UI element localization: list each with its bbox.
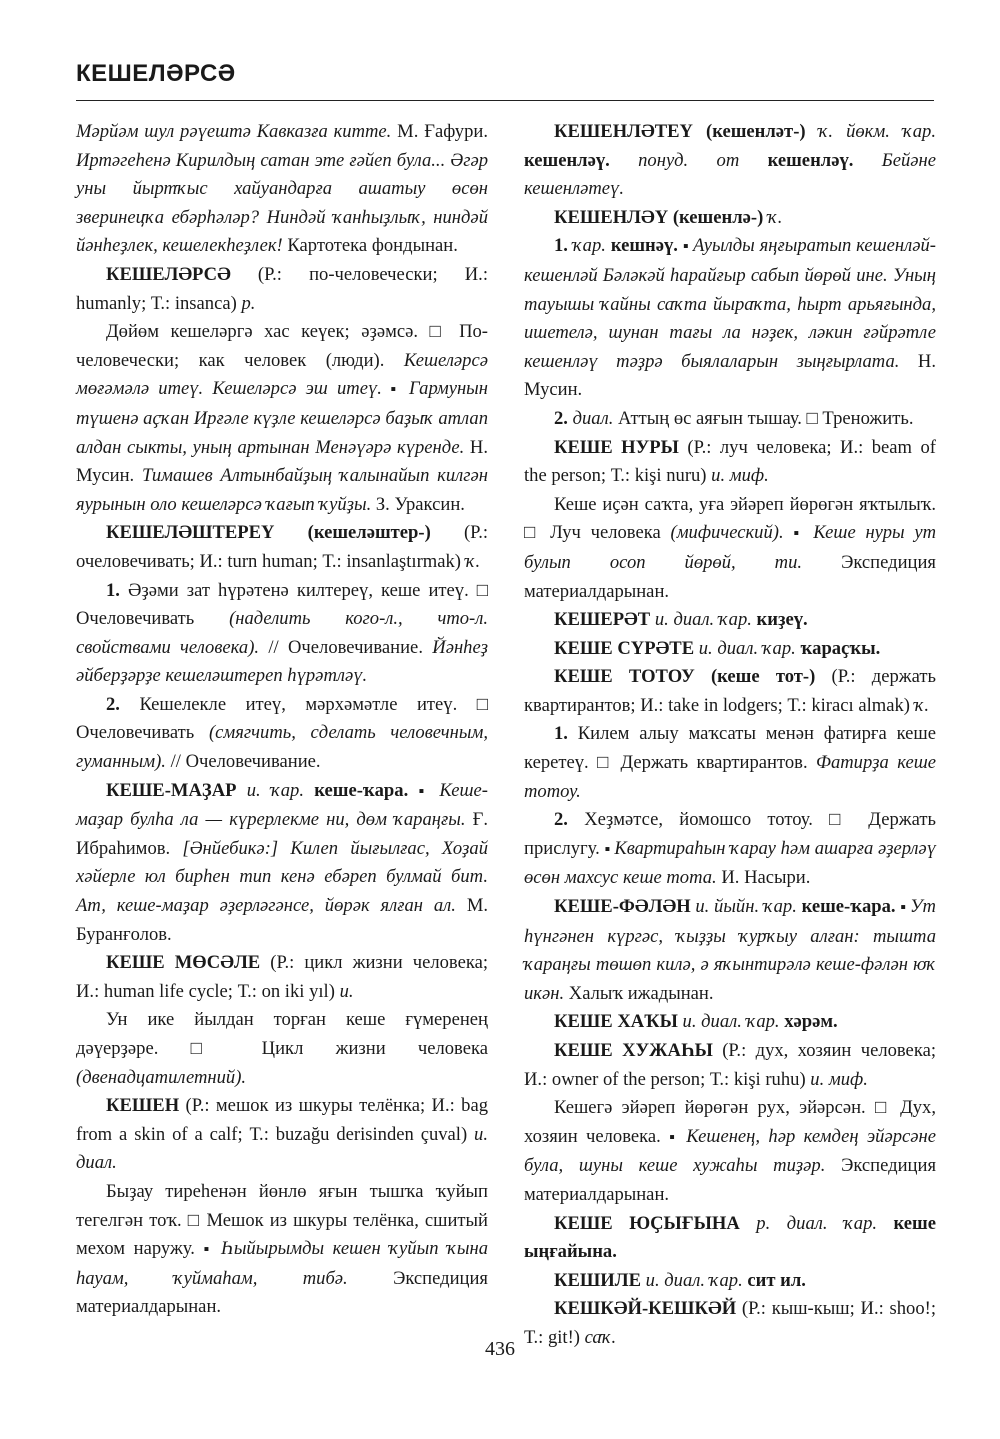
translations: (Р.: очеловечивать; И.: turn human; Т.: insanlaştırmak) — [76, 522, 489, 572]
example-text: Ут һүнгәнен күргәс, ҡыҙҙы ҡурҡыу алған: тышта ҡараңғы төшөп килә, ә яҡынтирәлә кеше-фәлән юҡ икән. — [524, 896, 936, 1004]
translations: (Р.: по-человечески; И.: humanly; Т.: insanca) — [76, 263, 488, 314]
entry-keshe-huzhahy — [524, 1037, 936, 1094]
entry-kesheret — [524, 606, 936, 635]
usage-label: диал. — [567, 407, 619, 429]
example-marker-icon: ▪ — [604, 840, 615, 858]
cross-reference: кешнәү. — [610, 235, 678, 257]
definition: Хеҙмәтсе, йомошсо тотоу. □ Держать прислугу. — [524, 809, 936, 859]
example-text: [Әнйебикә:] Килеп йығылғас, Хоҙай хәйерле юл бирһен тип кенә ебәреп булмай бит. Ат, кеше-маҙар әҙерләгәнсе, йөрәк ялған ал. — [76, 837, 488, 917]
entry-keshe-totou — [524, 663, 936, 720]
example-text: Кешеләрсә мөғәмәлә итеү. Кешеләрсә эш итеү. — [76, 349, 488, 400]
entry-keshen — [76, 1092, 488, 1178]
running-head: КЕШЕЛӘРСӘ — [76, 60, 236, 87]
part-of-speech: р. — [241, 292, 256, 314]
gloss: (двенадцатилетний). — [76, 1066, 247, 1088]
example-marker-icon: ▪ — [418, 782, 440, 800]
part-of-speech: и. диал. ҡар. — [650, 609, 757, 631]
sense-1 — [524, 232, 936, 405]
definition: Кешелекле итеү, мәрхәмәтле итеү. □ Очеловечивать — [76, 693, 488, 744]
source: М. Буранғолов. — [76, 895, 488, 945]
source: И. Насыри. — [716, 867, 811, 889]
source: Экспедиция материалдарынан. — [524, 1155, 936, 1205]
example-text: Гармунын түшенә аҫҡан Ирғәле күҙле кешеләрсә баҙыҡ атлап алдан сыкты, уның артынан Менәүәрә күренде. — [76, 378, 488, 458]
derived-form: // Очеловечивание. — [259, 636, 433, 658]
entry-keshe-mosele-definition — [76, 1006, 488, 1092]
right-column — [524, 118, 936, 1353]
source: Экспедиция материалдарынан. — [524, 551, 936, 602]
headword: КЕШЕ ХАҠЫ — [554, 1011, 678, 1033]
sense-number: 2. — [554, 407, 568, 429]
reference-label: ҡар. — [902, 121, 936, 142]
example-text: Йәнһеҙ әйберҙәрҙе кешеләштереп һүрәтләү. — [76, 636, 488, 687]
example-marker-icon: ▪ — [682, 238, 694, 256]
source: Экспедиция материалдарынан. — [76, 1267, 488, 1318]
entry-keshelashtereu — [76, 519, 488, 576]
headword: КЕШЕН — [106, 1095, 180, 1117]
example-text: Кеше нуры ут булып осоп йөрөй, ти. — [524, 522, 937, 573]
reference-label: ҡар. — [567, 235, 611, 257]
gloss: понуд. от — [609, 149, 768, 171]
part-of-speech: ҡ. — [465, 550, 481, 572]
headword: КЕШЕ МӨСӘЛЕ — [106, 952, 261, 974]
part-of-speech: и. диал. ҡар. — [677, 1011, 785, 1033]
cross-reference: кешенләү. — [524, 149, 610, 171]
page-number: 436 — [485, 1338, 515, 1360]
definition: Килем алыу маҡсаты менән фатирға кеше керетеү. □ Держать квартирантов. — [524, 723, 936, 774]
cross-reference: сит ил. — [747, 1269, 806, 1291]
translations: (Р.: цикл жизни человека; И.: human life cycle; Т.: on iki yıl) — [76, 952, 488, 1002]
example-text: Кешенең, һәр кемдең эйәрсәне була, шуны кеше хужаһы тиҙәр. — [524, 1125, 936, 1177]
gloss: (смягчить, сделать человечным, гуманным). — [76, 722, 488, 773]
example-marker-icon: ▪ — [203, 1241, 222, 1259]
entry-keshe-mazar — [76, 777, 488, 950]
part-of-speech: и. диал. ҡар. — [694, 637, 801, 659]
cross-reference: кеше ыңғайына. — [524, 1212, 936, 1263]
headword: КЕШЕЛӘРСӘ — [106, 263, 231, 285]
entry-keshelerse — [76, 261, 488, 318]
headword: КЕШЕ ЮҪЫҒЫНА — [554, 1212, 740, 1234]
entry-keshe-yusygyna — [524, 1210, 936, 1267]
example-text: Кеше-маҙар булһа ла — күрерлекме ни, дөм ҡараңғы. — [76, 779, 488, 831]
definition: Кешегә эйәреп йөрөгән рух, эйәрсән. □ Дух, хозяин человека. — [524, 1097, 936, 1147]
definition: Аттың өс аяғын тышау. □ Треножить. — [618, 407, 914, 429]
derived-form: // Очеловечивание. — [165, 751, 321, 773]
part-of-speech: и. йыйн. ҡар. — [690, 896, 802, 918]
example-text: Квартираһын ҡарау һәм ашарға әҙерләү өсөн махсус кеше тота. — [524, 837, 936, 889]
example-text: Мәрйәм шул рәүештә Кавказға китте. — [76, 121, 392, 142]
part-of-speech: саҡ. — [584, 1326, 617, 1348]
source: Картотека фондынан. — [282, 235, 458, 257]
source: Н. Мусин. — [76, 436, 488, 487]
translations: (Р.: держать квартирантов; И.: take in lodgers; Т.: kiracı almak) — [524, 666, 937, 716]
entry-keshenleu — [524, 204, 936, 233]
example-text: Бейәне кешенләтеү. — [524, 149, 936, 200]
headword: КЕШЕ НУРЫ — [554, 436, 679, 458]
entry-continuation — [76, 118, 488, 261]
part-of-speech: и. миф. — [810, 1068, 868, 1090]
example-text: Иртәгеһенә Кирилдың сатан эте ғәйеп була... Әгәр уны йыртҡыс хайуандарға ашатыу өсөн зверинецҡа ебәрһәләр? Ниндәй ҡанһыҙлыҡ, ниндәй йәнһеҙлек, кешелекһеҙлек! — [76, 149, 488, 257]
definition: Ун ике йылдан торған кеше ғүмеренең дәүерҙәре. □ Цикл жизни человека — [76, 1009, 488, 1059]
part-of-speech: и. миф. — [711, 465, 769, 487]
definition: Быҙау тиреһенән йөнлө яғын тышҡа ҡуйып тегелгән тоҡ. □ Мешок из шкуры телёнка, сшитый мехом наружу. — [76, 1180, 488, 1260]
translations: (Р.: луч человека; И.: beam of the person; Т.: kişi nuru) — [524, 436, 936, 487]
entry-keshelerse-definition — [76, 318, 488, 519]
left-column — [76, 118, 488, 1322]
example-text: Фатирҙа кеше тотоу. — [524, 752, 936, 802]
headword: КЕШЕНЛӘТЕҮ (кешенләт-) — [554, 121, 806, 142]
sense-number: 2. — [554, 809, 568, 831]
sense-2 — [524, 405, 936, 434]
entry-keshile — [524, 1267, 936, 1296]
example-marker-icon: ▪ — [669, 1128, 687, 1146]
example-text: Ауылды яңғыратып кешенләй-кешенләй Бәләкәй һарайғыр сабып йөрөй ине. Уның тауышы ҡайны саҡта йыраҡта, һырт арьяғында, ишетелә, шунан тағы ла нәҙек, ләкин ғәйрәтле кешенләү тәҙрә быялаларын зыңғырлата. — [524, 235, 936, 372]
part-of-speech: ҡ. — [914, 694, 930, 716]
sense-1 — [76, 577, 488, 691]
source: З. Ураксин. — [371, 493, 465, 515]
gloss: (наделить кого-л., что-л. свойствами человека). — [76, 608, 489, 658]
headword: КЕШЕ ХУЖАҺЫ — [554, 1040, 713, 1061]
cross-reference: киҙеү. — [756, 609, 808, 631]
gloss: (мифический). — [670, 522, 784, 544]
sense-number: 2. — [106, 693, 120, 715]
headword: КЕШЕ СҮРӘТЕ — [554, 637, 695, 659]
part-of-speech: и. диал. — [76, 1123, 488, 1174]
cross-reference: кеше-ҡара. — [314, 779, 409, 801]
cross-reference: хәрәм. — [784, 1011, 838, 1033]
part-of-speech: ҡ. — [763, 206, 783, 228]
header-rule — [76, 100, 934, 101]
part-of-speech: и. ҡар. — [236, 779, 315, 801]
headword: КЕШЕ ТОТОУ (кеше тот-) — [554, 666, 816, 688]
entry-keshenleteu — [524, 118, 936, 204]
definition: Кеше иҫән саҡта, уға эйәреп йөрөгән яҡтылыҡ. □ Луч человека — [524, 493, 936, 544]
source: М. Ғафури. — [391, 121, 488, 142]
example-marker-icon: ▪ — [900, 899, 911, 917]
cross-reference: кешенләү. — [767, 149, 854, 171]
sense-number: 1. — [554, 723, 568, 745]
sense-2 — [76, 691, 488, 777]
part-of-speech: ҡ. йөкм. — [805, 121, 903, 142]
translations: (Р.: кыш-кыш; И.: shoo!; Т.: git!) — [524, 1298, 936, 1348]
entry-keshe-mosele — [76, 949, 488, 1006]
part-of-speech: р. диал. ҡар. — [739, 1212, 894, 1234]
cross-reference: ҡараҫҡы. — [800, 637, 881, 659]
entry-keshen-definition — [76, 1178, 488, 1322]
definition: Дөйөм кешеләргә хас кеүек; әҙәмсә. □ По-человечески; как человек (люди). — [76, 321, 488, 371]
translations: (Р.: мешок из шкуры телёнка; И.: bag from a skin of a calf; Т.: buzağu derisinden çuval) — [76, 1095, 488, 1145]
example-text: Һыйырымды кешен ҡуйып ҡына һауам, ҡуймаһам, тибә. — [76, 1238, 488, 1289]
source: Н. Мусин. — [524, 350, 936, 401]
sense-2 — [524, 806, 936, 893]
source: Халыҡ ижадынан. — [564, 982, 714, 1004]
part-of-speech: и. — [339, 980, 354, 1002]
headword: КЕШЕНЛӘҮ (кешенлә-) — [554, 206, 764, 228]
part-of-speech: и. диал. ҡар. — [641, 1269, 748, 1291]
sense-1 — [524, 720, 936, 806]
sense-number: 1. — [554, 235, 568, 257]
example-marker-icon: ▪ — [381, 381, 410, 399]
entry-keshe-nury-definition — [524, 491, 936, 606]
headword: КЕШКӘЙ-КЕШКӘЙ — [554, 1298, 737, 1320]
entry-keshe-felen — [524, 893, 936, 1008]
example-marker-icon: ▪ — [793, 525, 814, 543]
cross-reference: кеше-ҡара. — [801, 896, 896, 918]
entry-keshe-huzhahy-definition — [524, 1094, 936, 1209]
headword: КЕШИЛЕ — [554, 1269, 642, 1291]
entry-keshe-surete — [524, 635, 936, 664]
sense-number: 1. — [106, 579, 120, 601]
headword: КЕШЕРӘТ — [554, 609, 651, 631]
example-text: Тимашев Алтынбайҙың ҡалынайып килгән яурынын оло кешеләрсә ҡағып ҡуйҙы. — [76, 465, 488, 515]
translations: (Р.: дух, хозяин человека; И.: owner of the person; Т.: kişi ruhu) — [524, 1040, 936, 1090]
source: Ғ. Ибраһимов. — [76, 809, 488, 859]
headword: КЕШЕ-ФӘЛӘН — [554, 896, 691, 918]
entry-keshe-haky — [524, 1008, 936, 1037]
definition: Әҙәми зат һүрәтенә килтереү, кеше итеү. □ Очеловечивать — [76, 579, 488, 630]
entry-keshe-nury — [524, 434, 936, 491]
headword: КЕШЕ-МАҘАР — [106, 779, 237, 801]
headword: КЕШЕЛӘШТЕРЕҮ (кешеләштер-) — [106, 522, 431, 544]
